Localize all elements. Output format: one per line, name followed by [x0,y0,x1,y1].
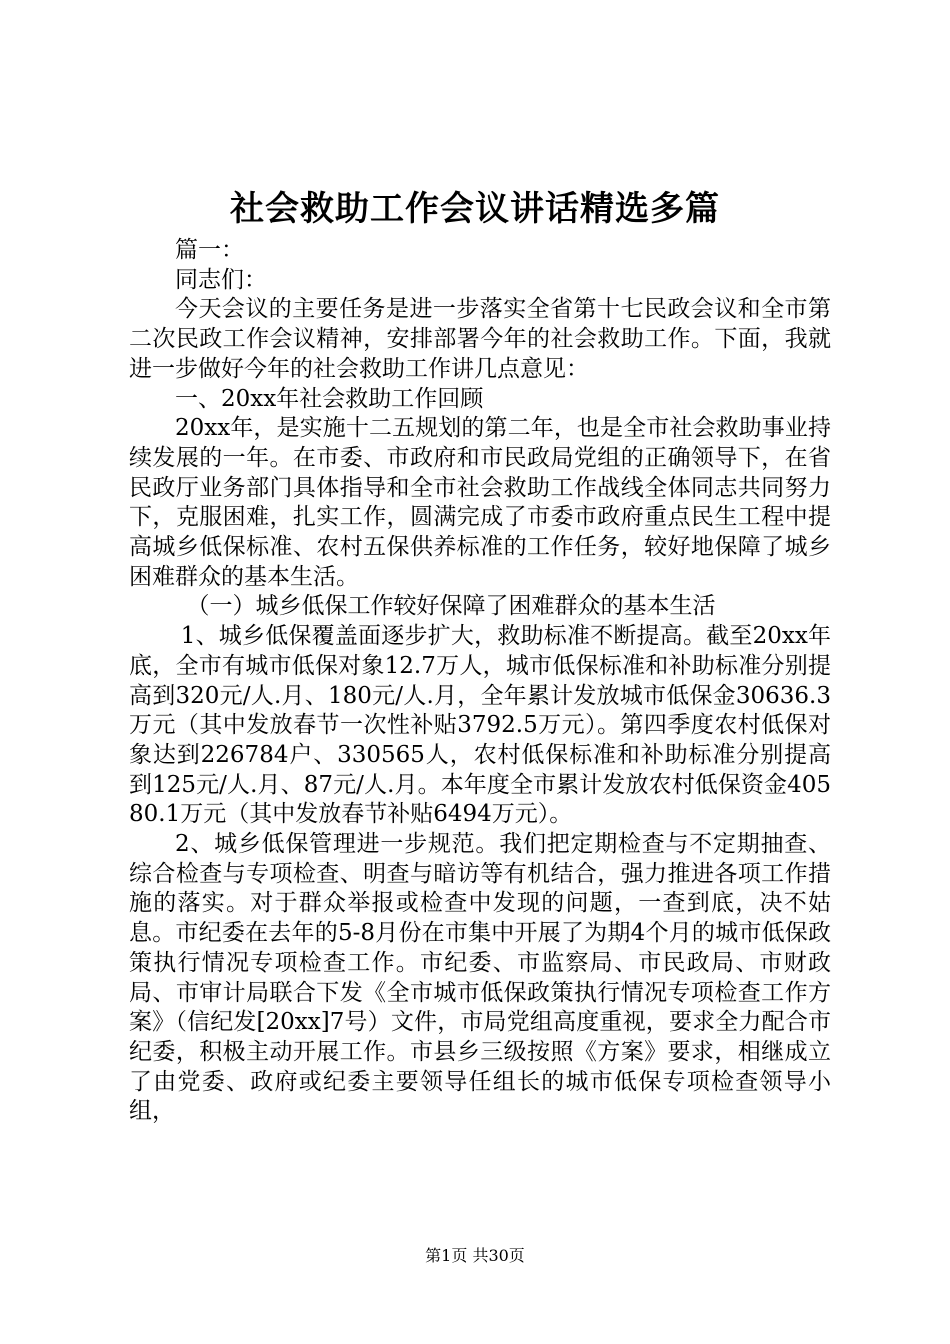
paragraph-section-label: 篇一： [175,237,244,263]
page-number-footer: 第1页 共30页 [425,1246,525,1265]
paragraph-item-1: 1、城乡低保覆盖面逐步扩大，救助标准不断提高。截至20xx年底，全市有城市低保对象12.7万人，城市低保标准和补助标准分别提高到320元/人.月、180元/人.月，全年累计发放城市低保金30636.3万元（其中发放春节一次性补贴3792.5万元）。第四季度农村低保对象达到226784户、330565人，农村低保标准和补助标准分别提高到125元/人.月、87元/人.月。本年度全市累计发放农村低保资金40580.1万元（其中发放春节补贴6494万元）。 [129,623,831,828]
paragraph-salutation: 同志们： [175,266,267,293]
document-body [129,236,831,1127]
paragraph-subheading-low-income: （一）城乡低保工作较好保障了困难群众的基本生活 [186,593,716,620]
paragraph-review: 20xx年，是实施十二五规划的第二年，也是全市社会救助事业持续发展的一年。在市委、市政府和市民政局党组的正确领导下，在省民政厅业务部门具体指导和全市社会救助工作战线全体同志共同努力下，克服困难，扎实工作，圆满完成了市委市政府重点民生工程中提高城乡低保标准、农村五保供养标准的工作任务，较好地保障了城乡困难群众的基本生活。 [129,415,831,590]
document-title: 社会救助工作会议讲话精选多篇 [230,189,720,229]
paragraph-item-2: 2、城乡低保管理进一步规范。我们把定期检查与不定期抽查、综合检查与专项检查、明查与暗访等有机结合，强力推进各项工作措施的落实。对于群众举报或检查中发现的问题，一查到底，决不姑息。市纪委在去年的5-8月份在市集中开展了为期4个月的城市低保政策执行情况专项检查工作。市纪委、市监察局、市民政局、市财政局、市审计局联合下发《全市城市低保政策执行情况专项检查工作方案》（信纪发[20xx]7号）文件，市局党组高度重视，要求全力配合市纪委，积极主动开展工作。市县乡三级按照《方案》要求，相继成立了由党委、政府或纪委主要领导任组长的城市低保专项检查领导小组， [129,831,831,1125]
paragraph-intro: 今天会议的主要任务是进一步落实全省第十七民政会议和全市第二次民政工作会议精神，安排部署今年的社会救助工作。下面，我就进一步做好今年的社会救助工作讲几点意见： [129,296,831,382]
paragraph-heading-review: 一、20xx年社会救助工作回顾 [175,385,484,412]
